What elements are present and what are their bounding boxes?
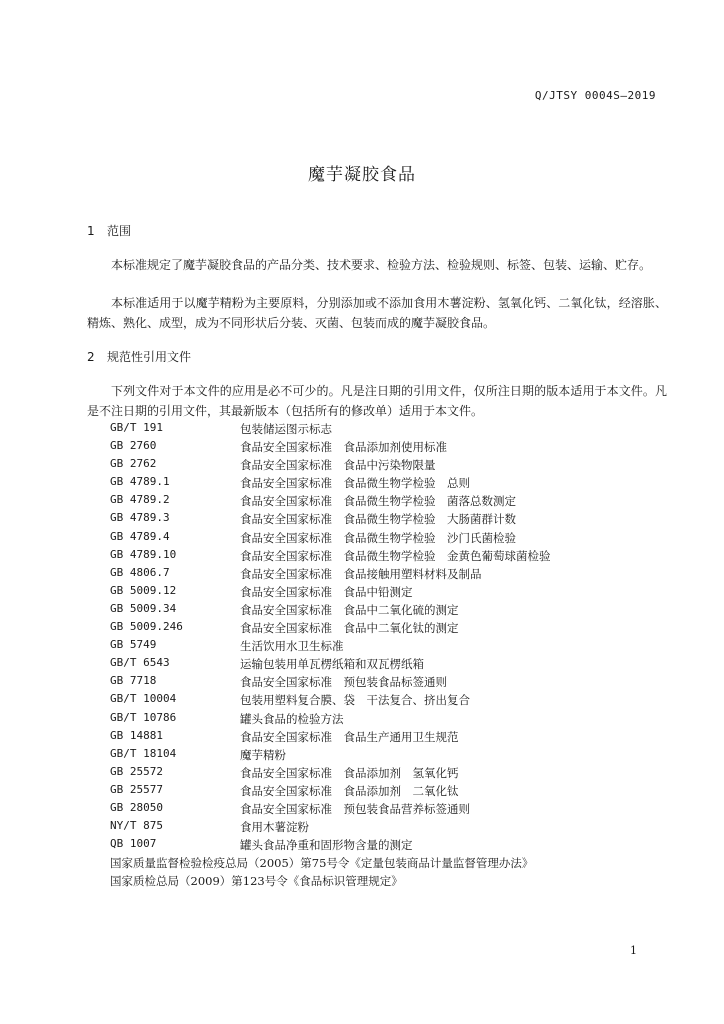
reference-code: GB 5009.246 bbox=[110, 620, 183, 634]
reference-title: 食品安全国家标准 食品添加剂 二氧化钛 bbox=[240, 783, 459, 798]
reference-item bbox=[110, 620, 670, 638]
paragraph: 本标准规定了魔芋凝胶食品的产品分类、技术要求、检验方法、检验规则、标签、包装、运输、贮存。 bbox=[111, 258, 652, 272]
reference-code: GB/T 10004 bbox=[110, 692, 177, 706]
reference-title: 食品安全国家标准 食品中污染物限量 bbox=[240, 458, 436, 473]
reference-code: GB 5009.12 bbox=[110, 583, 177, 597]
reference-title: 食品安全国家标准 食品微生物学检验 金黄色葡萄球菌检验 bbox=[240, 548, 551, 563]
reference-title: 食品安全国家标准 食品添加剂 氢氧化钙 bbox=[240, 765, 459, 780]
reference-code: GB 28050 bbox=[110, 800, 163, 814]
reference-item bbox=[110, 457, 670, 475]
reference-title: 罐头食品净重和固形物含量的测定 bbox=[240, 838, 413, 853]
reference-title: 食品安全国家标准 食品中铅测定 bbox=[240, 584, 413, 599]
reference-code: GB 4789.3 bbox=[110, 511, 170, 525]
reference-code: GB/T 6543 bbox=[110, 656, 170, 670]
section-title: 规范性引用文件 bbox=[107, 350, 192, 364]
reference-item bbox=[110, 873, 670, 891]
reference-title: 罐头食品的检验方法 bbox=[240, 711, 344, 726]
reference-item bbox=[110, 765, 670, 783]
reference-title: 食品安全国家标准 食品微生物学检验 大肠菌群计数 bbox=[240, 512, 516, 527]
page-title: 魔芋凝胶食品 bbox=[308, 165, 416, 185]
reference-code: GB 5009.34 bbox=[110, 601, 177, 615]
reference-code: NY/T 875 bbox=[110, 819, 163, 833]
reference-item bbox=[110, 475, 670, 493]
section-title: 范围 bbox=[107, 224, 132, 238]
reference-code: GB 4789.1 bbox=[110, 475, 170, 489]
reference-item bbox=[110, 548, 670, 566]
reference-title: 食品安全国家标准 食品中二氧化钛的测定 bbox=[240, 621, 459, 636]
reference-title: 食品安全国家标准 食品接触用塑料材料及制品 bbox=[240, 566, 482, 581]
reference-list bbox=[110, 421, 670, 891]
reference-code: GB 7718 bbox=[110, 674, 157, 688]
reference-item bbox=[110, 783, 670, 801]
reference-item bbox=[110, 638, 670, 656]
reference-code: GB 25572 bbox=[110, 764, 163, 778]
reference-code: GB 14881 bbox=[110, 728, 163, 742]
reference-title: 食品安全国家标准 食品微生物学检验 总则 bbox=[240, 476, 470, 491]
reference-title: 食品安全国家标准 预包装食品营养标签通则 bbox=[240, 801, 470, 816]
reference-title: 国家质检总局（2009）第123号令《食品标识管理规定》 bbox=[110, 874, 403, 889]
reference-code: GB 2760 bbox=[110, 439, 157, 453]
reference-item bbox=[110, 855, 670, 873]
reference-code: GB 5749 bbox=[110, 638, 157, 652]
reference-title: 包装储运图示标志 bbox=[240, 422, 332, 436]
reference-item bbox=[110, 511, 670, 529]
reference-title: 国家质量监督检验检疫总局（2005）第75号令《定量包装商品计量监督管理办法》 bbox=[110, 856, 534, 871]
reference-item bbox=[110, 439, 670, 457]
reference-title: 生活饮用水卫生标准 bbox=[240, 639, 344, 654]
reference-title: 食用木薯淀粉 bbox=[240, 820, 309, 835]
section-number: 2 bbox=[87, 350, 95, 364]
reference-title: 食品安全国家标准 食品中二氧化硫的测定 bbox=[240, 602, 459, 617]
reference-title: 魔芋精粉 bbox=[240, 747, 286, 762]
reference-item bbox=[110, 819, 670, 837]
reference-item bbox=[110, 656, 670, 674]
reference-code: GB 4789.2 bbox=[110, 493, 170, 507]
doc-code: Q/JTSY 0004S—2019 bbox=[534, 89, 656, 102]
reference-item bbox=[110, 530, 670, 548]
reference-code: GB/T 18104 bbox=[110, 746, 177, 760]
reference-item bbox=[110, 837, 670, 855]
reference-title: 食品安全国家标准 食品生产通用卫生规范 bbox=[240, 729, 459, 744]
reference-title: 食品安全国家标准 预包装食品标签通则 bbox=[240, 675, 447, 690]
section-heading-normative-references bbox=[87, 348, 191, 365]
reference-code: GB 4789.10 bbox=[110, 547, 177, 561]
reference-item bbox=[110, 493, 670, 511]
reference-item bbox=[110, 674, 670, 692]
page-number: 1 bbox=[630, 944, 637, 957]
reference-title: 运输包装用单瓦楞纸箱和双瓦楞纸箱 bbox=[240, 657, 424, 672]
reference-code: GB 4806.7 bbox=[110, 565, 170, 579]
reference-item bbox=[110, 421, 670, 439]
reference-item bbox=[110, 801, 670, 819]
reference-item bbox=[110, 692, 670, 710]
reference-item bbox=[110, 729, 670, 747]
reference-code: GB/T 191 bbox=[110, 421, 163, 434]
reference-title: 食品安全国家标准 食品添加剂使用标准 bbox=[240, 440, 447, 455]
reference-code: GB 2762 bbox=[110, 457, 157, 471]
reference-title: 食品安全国家标准 食品微生物学检验 沙门氏菌检验 bbox=[240, 530, 516, 545]
reference-item bbox=[110, 747, 670, 765]
reference-item bbox=[110, 566, 670, 584]
reference-code: QB 1007 bbox=[110, 837, 157, 851]
section-heading-scope bbox=[87, 222, 131, 239]
reference-title: 包装用塑料复合膜、袋 干法复合、挤出复合 bbox=[240, 693, 470, 708]
paragraph: 本标准适用于以魔芋精粉为主要原料，分别添加或不添加食用木薯淀粉、氢氧化钙、二氧化钛，经溶胀、精炼、熟化、成型，成为不同形状后分装、灭菌、包装而成的魔芋凝胶食品。 bbox=[87, 296, 667, 330]
reference-code: GB 25577 bbox=[110, 782, 163, 796]
reference-item bbox=[110, 711, 670, 729]
reference-item bbox=[110, 584, 670, 602]
reference-code: GB 4789.4 bbox=[110, 529, 170, 543]
reference-code: GB/T 10786 bbox=[110, 710, 177, 724]
reference-title: 食品安全国家标准 食品微生物学检验 菌落总数测定 bbox=[240, 494, 516, 509]
reference-item bbox=[110, 602, 670, 620]
section-number: 1 bbox=[87, 224, 95, 238]
paragraph: 下列文件对于本文件的应用是必不可少的。凡是注日期的引用文件，仅所注日期的版本适用于本文件。凡是不注日期的引用文件，其最新版本（包括所有的修改单）适用于本文件。 bbox=[87, 384, 667, 418]
